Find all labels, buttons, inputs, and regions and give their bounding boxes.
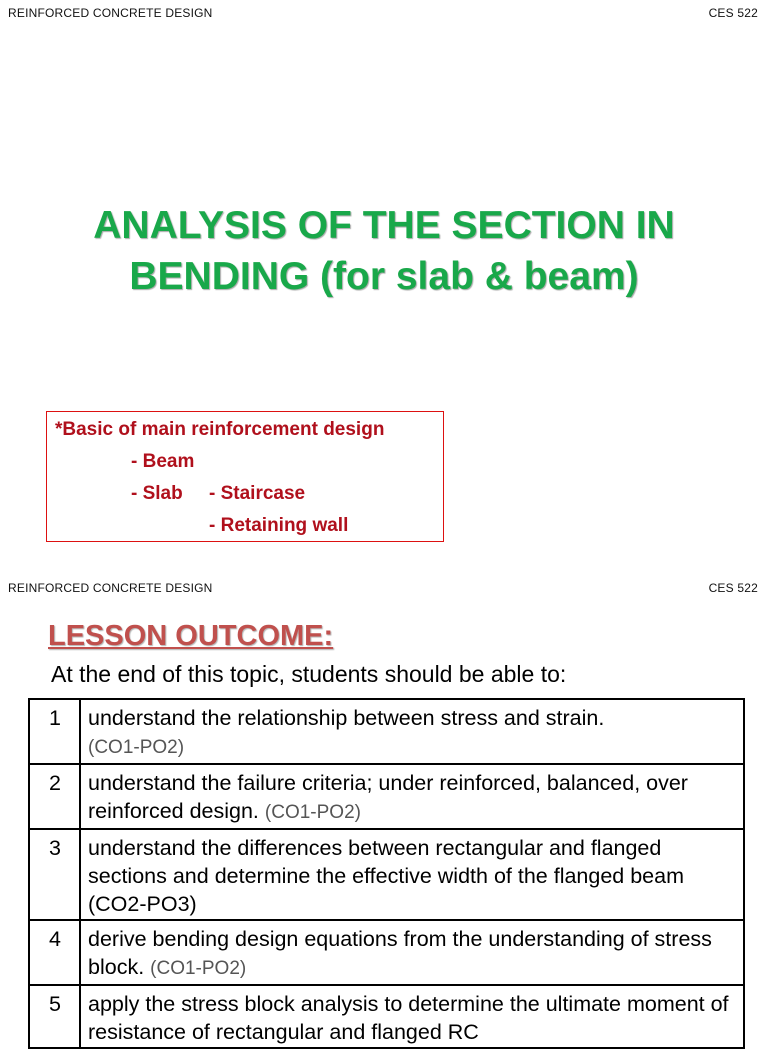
table-row — [29, 699, 744, 764]
lesson-intro: At the end of this topic, students should be able to: — [51, 661, 567, 687]
table-row — [29, 764, 744, 829]
outcome-cell — [80, 920, 744, 985]
page1-header-right: CES 522 — [708, 6, 758, 20]
lesson-outcome-heading: LESSON OUTCOME: — [48, 620, 334, 652]
outcome-number: 2 — [29, 764, 80, 829]
outcome-text: derive bending design equations from the understanding of stress block. — [88, 927, 712, 979]
note-item-staircase: - Staircase — [209, 483, 306, 504]
outcome-number: 1 — [29, 699, 80, 764]
page2-header-left: REINFORCED CONCRETE DESIGN — [8, 581, 213, 595]
reinforcement-note-box — [46, 411, 444, 542]
note-item-slab: - Slab — [131, 483, 183, 504]
slide-title — [0, 200, 768, 302]
outcome-number: 5 — [29, 985, 80, 1048]
outcome-cell — [80, 764, 744, 829]
page1-header-left: REINFORCED CONCRETE DESIGN — [8, 6, 213, 20]
outcome-text: understand the failure criteria; under reinforced, balanced, over reinforced design. — [88, 771, 688, 823]
title-line-1: ANALYSIS OF THE SECTION IN — [93, 204, 675, 247]
note-heading: *Basic of main reinforcement design — [55, 419, 385, 440]
note-item-beam: - Beam — [131, 451, 195, 472]
table-row — [29, 920, 744, 985]
outcome-text: understand the differences between rectangular and flanged sections and determine the effective width of the flanged beam (CO2-PO3) — [88, 836, 685, 916]
outcome-text: apply the stress block analysis to determine the ultimate moment of resistance of rectangular and flanged RC — [88, 992, 729, 1044]
note-item-retaining-wall: - Retaining wall — [209, 515, 349, 536]
title-line-2: BENDING (for slab & beam) — [129, 255, 639, 298]
outcome-code: (CO1-PO2) — [264, 802, 361, 823]
table-row — [29, 985, 744, 1048]
outcome-cell — [80, 699, 744, 764]
outcome-number: 3 — [29, 829, 80, 920]
outcome-cell — [80, 829, 744, 920]
outcome-number: 4 — [29, 920, 80, 985]
outcomes-table — [28, 698, 745, 1049]
table-row — [29, 829, 744, 920]
outcome-code: (CO1-PO2) — [88, 737, 185, 758]
page2-header-right: CES 522 — [708, 581, 758, 595]
outcome-code: (CO1-PO2) — [150, 958, 247, 979]
outcome-cell — [80, 985, 744, 1048]
outcome-text: understand the relationship between stress and strain. — [88, 706, 605, 730]
